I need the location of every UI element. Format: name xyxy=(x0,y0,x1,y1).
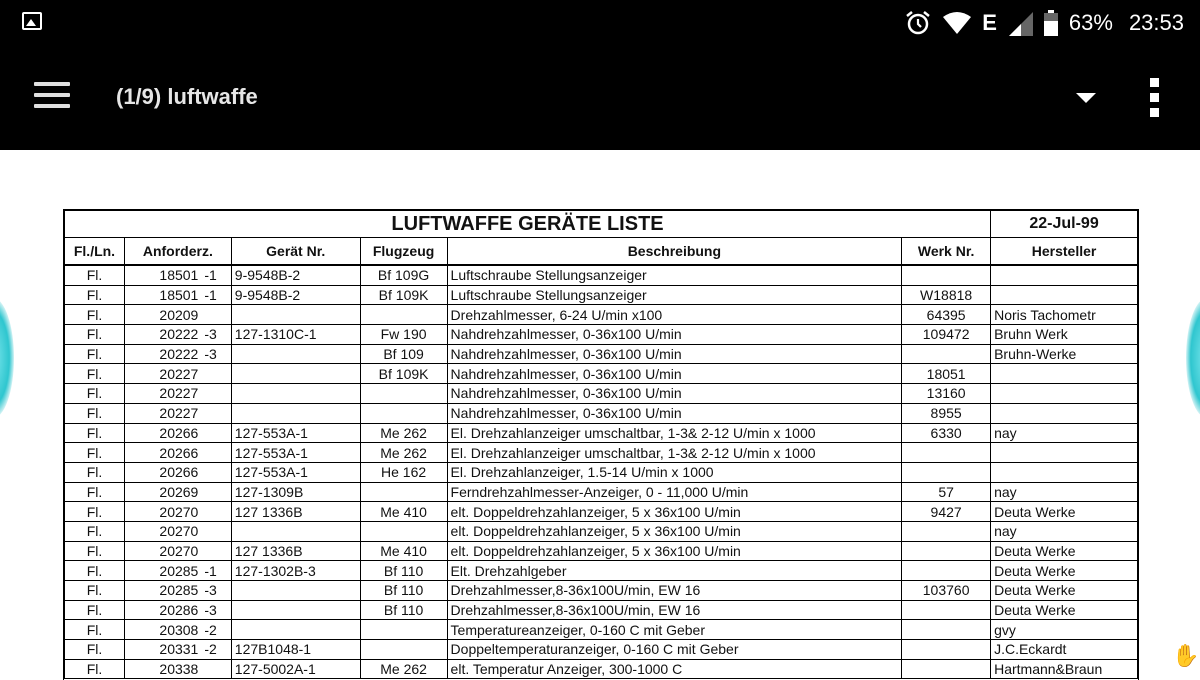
cell-beschreibung: elt. Doppeldrehzahlanzeiger, 5 x 36x100 U/min xyxy=(447,541,902,561)
cell-anforderz: 20285 xyxy=(124,561,201,581)
cell-suffix xyxy=(201,482,231,502)
cell-fl: Fl. xyxy=(65,423,125,443)
table-row xyxy=(65,600,1138,620)
cell-werk-nr xyxy=(902,541,991,561)
cell-suffix: -2 xyxy=(201,620,231,640)
cell-beschreibung: Drehzahlmesser,8-36x100U/min, EW 16 xyxy=(447,581,902,601)
cell-geraet-nr: 127-553A-1 xyxy=(231,462,360,482)
document-page xyxy=(63,209,1139,680)
cell-beschreibung: Ferndrehzahlmesser-Anzeiger, 0 - 11,000 U/min xyxy=(447,482,902,502)
cell-werk-nr xyxy=(902,344,991,364)
cell-suffix xyxy=(201,502,231,522)
cell-hersteller: Deuta Werke xyxy=(991,502,1138,522)
cell-geraet-nr: 9-9548B-2 xyxy=(231,285,360,305)
cell-suffix: -1 xyxy=(201,265,231,285)
cell-geraet-nr xyxy=(231,305,360,325)
cell-hersteller: nay xyxy=(991,423,1138,443)
cell-flugzeug: Bf 109K xyxy=(360,285,447,305)
cell-hersteller xyxy=(991,384,1138,404)
cell-anforderz: 20227 xyxy=(124,384,201,404)
cell-beschreibung: Nahdrehzahlmesser, 0-36x100 U/min xyxy=(447,325,902,345)
cell-werk-nr: 57 xyxy=(902,482,991,502)
cell-hersteller: nay xyxy=(991,482,1138,502)
cell-fl: Fl. xyxy=(65,521,125,541)
network-type-icon: E xyxy=(982,10,997,35)
cell-anforderz: 20266 xyxy=(124,462,201,482)
cell-werk-nr xyxy=(902,659,991,679)
battery-icon xyxy=(1043,10,1059,36)
cell-suffix xyxy=(201,403,231,423)
cell-hersteller xyxy=(991,403,1138,423)
column-header: Fl./Ln. xyxy=(65,238,125,266)
previous-page-edge-glow[interactable] xyxy=(0,298,14,418)
cell-hersteller xyxy=(991,462,1138,482)
cell-anforderz: 20227 xyxy=(124,364,201,384)
table-row xyxy=(65,640,1138,660)
table-row xyxy=(65,364,1138,384)
cell-beschreibung: Doppeltemperaturanzeiger, 0-160 C mit Geber xyxy=(447,640,902,660)
cell-geraet-nr xyxy=(231,384,360,404)
column-header: Werk Nr. xyxy=(902,238,991,266)
cell-geraet-nr: 127 1336B xyxy=(231,502,360,522)
cell-anforderz: 20270 xyxy=(124,541,201,561)
cell-geraet-nr: 9-9548B-2 xyxy=(231,265,360,285)
cell-werk-nr xyxy=(902,462,991,482)
cell-hersteller: nay xyxy=(991,521,1138,541)
cell-werk-nr xyxy=(902,620,991,640)
cell-hersteller: Deuta Werke xyxy=(991,561,1138,581)
cell-beschreibung: Nahdrehzahlmesser, 0-36x100 U/min xyxy=(447,364,902,384)
cell-fl: Fl. xyxy=(65,659,125,679)
cell-werk-nr: 18051 xyxy=(902,364,991,384)
cell-beschreibung: Luftschraube Stellungsanzeiger xyxy=(447,265,902,285)
cell-fl: Fl. xyxy=(65,384,125,404)
table-row xyxy=(65,462,1138,482)
cell-fl: Fl. xyxy=(65,364,125,384)
cell-werk-nr xyxy=(902,600,991,620)
cell-werk-nr xyxy=(902,265,991,285)
cell-werk-nr: 64395 xyxy=(902,305,991,325)
cell-hersteller: Bruhn Werk xyxy=(991,325,1138,345)
cell-flugzeug: Me 410 xyxy=(360,541,447,561)
cell-anforderz: 20227 xyxy=(124,403,201,423)
cell-geraet-nr: 127 1336B xyxy=(231,541,360,561)
cell-geraet-nr xyxy=(231,344,360,364)
cell-suffix: -2 xyxy=(201,640,231,660)
cell-beschreibung: El. Drehzahlanzeiger, 1.5-14 U/min x 1000 xyxy=(447,462,902,482)
cell-suffix: -3 xyxy=(201,600,231,620)
cell-suffix: -3 xyxy=(201,581,231,601)
cell-flugzeug: Bf 110 xyxy=(360,561,447,581)
cell-beschreibung: El. Drehzahlanzeiger umschaltbar, 1-3& 2-12 U/min x 1000 xyxy=(447,423,902,443)
cell-beschreibung: elt. Doppeldrehzahlanzeiger, 5 x 36x100 U/min xyxy=(447,502,902,522)
cell-hersteller xyxy=(991,285,1138,305)
cell-fl: Fl. xyxy=(65,620,125,640)
cell-flugzeug xyxy=(360,620,447,640)
table-row xyxy=(65,502,1138,522)
cell-flugzeug: Fw 190 xyxy=(360,325,447,345)
cell-flugzeug xyxy=(360,521,447,541)
cell-beschreibung: elt. Doppeldrehzahlanzeiger, 5 x 36x100 U/min xyxy=(447,521,902,541)
cell-geraet-nr: 127-553A-1 xyxy=(231,423,360,443)
cell-flugzeug xyxy=(360,384,447,404)
header-row xyxy=(65,238,1138,266)
column-header: Hersteller xyxy=(991,238,1138,266)
cell-beschreibung: Nahdrehzahlmesser, 0-36x100 U/min xyxy=(447,403,902,423)
hamburger-menu-icon[interactable] xyxy=(34,82,70,110)
cell-anforderz: 20266 xyxy=(124,443,201,463)
table-row xyxy=(65,521,1138,541)
cell-anforderz: 20331 xyxy=(124,640,201,660)
cell-werk-nr: 109472 xyxy=(902,325,991,345)
cell-fl: Fl. xyxy=(65,325,125,345)
wifi-icon xyxy=(942,10,972,36)
cell-fl: Fl. xyxy=(65,403,125,423)
cell-geraet-nr: 127-5002A-1 xyxy=(231,659,360,679)
cell-suffix: -3 xyxy=(201,344,231,364)
cell-fl: Fl. xyxy=(65,265,125,285)
cell-beschreibung: Drehzahlmesser,8-36x100U/min, EW 16 xyxy=(447,600,902,620)
cell-flugzeug: Bf 110 xyxy=(360,581,447,601)
alarm-icon xyxy=(904,9,932,37)
cell-fl: Fl. xyxy=(65,443,125,463)
cell-geraet-nr: 127-553A-1 xyxy=(231,443,360,463)
cell-flugzeug: Me 410 xyxy=(360,502,447,522)
table-row xyxy=(65,265,1138,285)
cell-anforderz: 20286 xyxy=(124,600,201,620)
column-header: Beschreibung xyxy=(447,238,902,266)
cell-suffix xyxy=(201,423,231,443)
cell-hersteller xyxy=(991,443,1138,463)
table-row xyxy=(65,541,1138,561)
title-row xyxy=(65,211,1138,238)
cell-anforderz: 20222 xyxy=(124,344,201,364)
cell-suffix: -1 xyxy=(201,285,231,305)
list-title: LUFTWAFFE GERÄTE LISTE xyxy=(65,211,991,238)
cell-werk-nr: 103760 xyxy=(902,581,991,601)
table-row xyxy=(65,659,1138,679)
cell-werk-nr: 9427 xyxy=(902,502,991,522)
cell-fl: Fl. xyxy=(65,581,125,601)
cell-flugzeug: Me 262 xyxy=(360,423,447,443)
cell-fl: Fl. xyxy=(65,561,125,581)
cell-werk-nr xyxy=(902,561,991,581)
list-date: 22-Jul-99 xyxy=(991,211,1138,238)
cell-geraet-nr xyxy=(231,620,360,640)
cell-suffix xyxy=(201,462,231,482)
cell-geraet-nr: 127-1302B-3 xyxy=(231,561,360,581)
cell-suffix xyxy=(201,305,231,325)
column-header: Anforderz. xyxy=(124,238,231,266)
cell-fl: Fl. xyxy=(65,502,125,522)
cell-hersteller xyxy=(991,364,1138,384)
cell-anforderz: 18501 xyxy=(124,285,201,305)
cell-suffix xyxy=(201,521,231,541)
cell-suffix: -3 xyxy=(201,325,231,345)
cell-anforderz: 20338 xyxy=(124,659,201,679)
table-row xyxy=(65,403,1138,423)
cell-beschreibung: Nahdrehzahlmesser, 0-36x100 U/min xyxy=(447,384,902,404)
cell-suffix xyxy=(201,384,231,404)
cell-werk-nr: W18818 xyxy=(902,285,991,305)
cell-flugzeug xyxy=(360,640,447,660)
status-bar xyxy=(0,0,1200,48)
cell-fl: Fl. xyxy=(65,482,125,502)
table-row xyxy=(65,305,1138,325)
cell-anforderz: 20266 xyxy=(124,423,201,443)
cell-geraet-nr xyxy=(231,364,360,384)
gallery-icon xyxy=(22,12,42,30)
cell-flugzeug: Bf 110 xyxy=(360,600,447,620)
table-row xyxy=(65,443,1138,463)
table-row xyxy=(65,423,1138,443)
table-body xyxy=(65,265,1138,679)
cell-hersteller: Deuta Werke xyxy=(991,600,1138,620)
cell-geraet-nr xyxy=(231,403,360,423)
table-row xyxy=(65,285,1138,305)
cell-anforderz: 20270 xyxy=(124,502,201,522)
clock: 23:53 xyxy=(1128,10,1184,35)
cell-fl: Fl. xyxy=(65,462,125,482)
cell-werk-nr: 13160 xyxy=(902,384,991,404)
cell-flugzeug: Bf 109G xyxy=(360,265,447,285)
cell-fl: Fl. xyxy=(65,541,125,561)
cell-geraet-nr xyxy=(231,600,360,620)
table-row xyxy=(65,344,1138,364)
cell-werk-nr xyxy=(902,521,991,541)
cell-anforderz: 20308 xyxy=(124,620,201,640)
cell-hersteller: Bruhn-Werke xyxy=(991,344,1138,364)
cell-flugzeug: He 162 xyxy=(360,462,447,482)
cell-flugzeug: Bf 109K xyxy=(360,364,447,384)
cell-geraet-nr: 127-1309B xyxy=(231,482,360,502)
cell-beschreibung: El. Drehzahlanzeiger umschaltbar, 1-3& 2-12 U/min x 1000 xyxy=(447,443,902,463)
cell-suffix xyxy=(201,659,231,679)
touch-hand-icon: ✋ xyxy=(1172,643,1200,668)
table-row xyxy=(65,620,1138,640)
cell-anforderz: 20269 xyxy=(124,482,201,502)
cell-hersteller xyxy=(991,265,1138,285)
cell-flugzeug xyxy=(360,403,447,423)
table-row xyxy=(65,581,1138,601)
cell-beschreibung: Temperatureanzeiger, 0-160 C mit Geber xyxy=(447,620,902,640)
cell-anforderz: 20285 xyxy=(124,581,201,601)
cell-beschreibung: Elt. Drehzahlgeber xyxy=(447,561,902,581)
cell-hersteller: Deuta Werke xyxy=(991,581,1138,601)
document-title: (1/9) luftwaffe xyxy=(116,84,258,109)
cell-werk-nr xyxy=(902,640,991,660)
cell-fl: Fl. xyxy=(65,344,125,364)
cell-suffix xyxy=(201,443,231,463)
column-header: Gerät Nr. xyxy=(231,238,360,266)
cell-fl: Fl. xyxy=(65,285,125,305)
cell-flugzeug: Me 262 xyxy=(360,659,447,679)
signal-icon xyxy=(1007,10,1033,36)
cell-flugzeug xyxy=(360,482,447,502)
cell-werk-nr: 6330 xyxy=(902,423,991,443)
column-header: Flugzeug xyxy=(360,238,447,266)
next-page-edge-glow[interactable] xyxy=(1186,298,1200,418)
cell-beschreibung: Nahdrehzahlmesser, 0-36x100 U/min xyxy=(447,344,902,364)
cell-geraet-nr: 127B1048-1 xyxy=(231,640,360,660)
more-options-icon[interactable] xyxy=(1148,78,1160,118)
cell-flugzeug: Me 262 xyxy=(360,443,447,463)
cell-fl: Fl. xyxy=(65,640,125,660)
cell-suffix xyxy=(201,541,231,561)
cell-geraet-nr xyxy=(231,521,360,541)
cell-geraet-nr xyxy=(231,581,360,601)
table-row xyxy=(65,482,1138,502)
cell-suffix xyxy=(201,364,231,384)
table-row xyxy=(65,561,1138,581)
cell-beschreibung: elt. Temperatur Anzeiger, 300-1000 C xyxy=(447,659,902,679)
cell-hersteller: Noris Tachometr xyxy=(991,305,1138,325)
cell-hersteller: Hartmann&Braun xyxy=(991,659,1138,679)
cell-fl: Fl. xyxy=(65,305,125,325)
cell-flugzeug: Bf 109 xyxy=(360,344,447,364)
table-row xyxy=(65,325,1138,345)
cell-anforderz: 20222 xyxy=(124,325,201,345)
table-row xyxy=(65,384,1138,404)
cell-beschreibung: Drehzahlmesser, 6-24 U/min x100 xyxy=(447,305,902,325)
cell-anforderz: 20209 xyxy=(124,305,201,325)
cell-werk-nr xyxy=(902,443,991,463)
cell-werk-nr: 8955 xyxy=(902,403,991,423)
cell-anforderz: 20270 xyxy=(124,521,201,541)
cell-beschreibung: Luftschraube Stellungsanzeiger xyxy=(447,285,902,305)
cell-hersteller: Deuta Werke xyxy=(991,541,1138,561)
app-bar xyxy=(0,48,1200,150)
battery-percent: 63% xyxy=(1068,10,1113,35)
cell-fl: Fl. xyxy=(65,600,125,620)
cell-suffix: -1 xyxy=(201,561,231,581)
cell-geraet-nr: 127-1310C-1 xyxy=(231,325,360,345)
cell-flugzeug xyxy=(360,305,447,325)
cell-anforderz: 18501 xyxy=(124,265,201,285)
equipment-table xyxy=(64,210,1138,679)
dropdown-arrow-icon[interactable] xyxy=(1076,93,1096,103)
cell-hersteller: gvy xyxy=(991,620,1138,640)
cell-hersteller: J.C.Eckardt xyxy=(991,640,1138,660)
